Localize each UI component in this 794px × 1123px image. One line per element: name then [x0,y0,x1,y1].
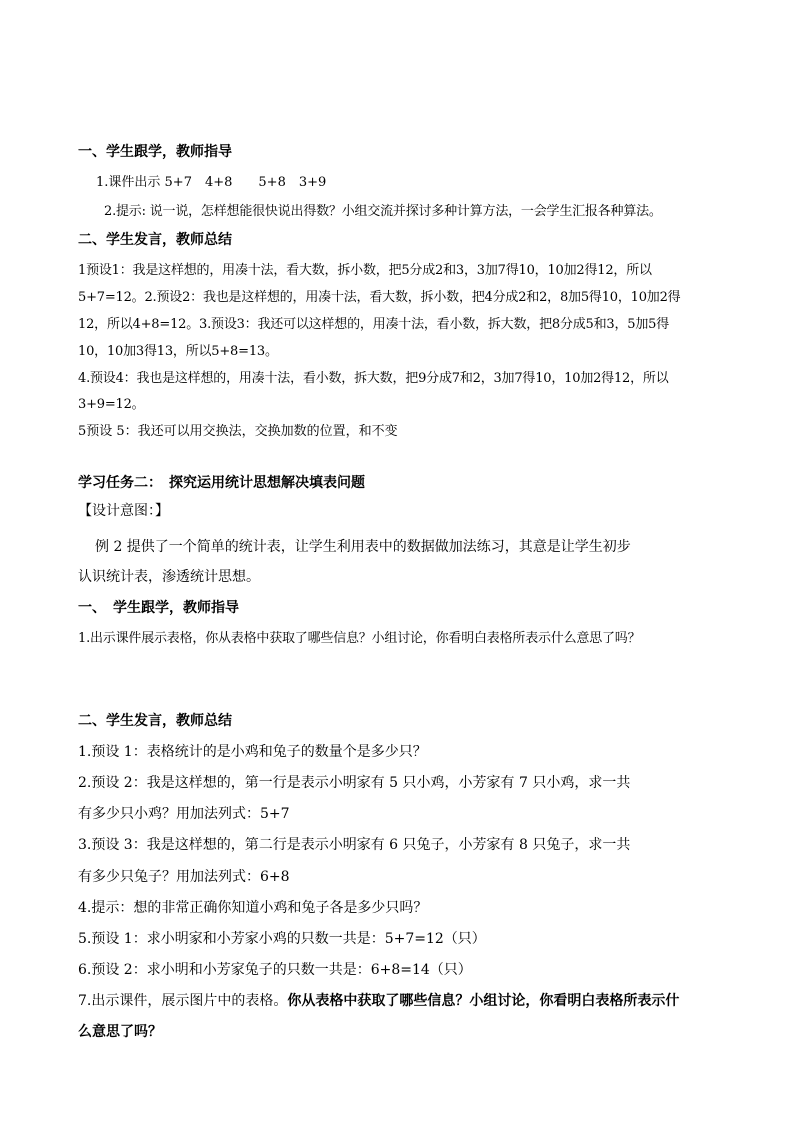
section2-line: 12，所以4+8=12。3.预设3：我还可以这样想的，用凑十法，看小数，拆大数，把8分成5和3，5加5得 [78,317,670,332]
section2-line: 5+7=12。2.预设2：我也是这样想的，用凑十法，看大数，拆小数，把4分成2和2，8加5得10，10加2得 [78,290,681,305]
section2-line: 10，10加3得13，所以5+8=13。 [78,344,278,359]
section4-line: 4.提示：想的非常正确你知道小鸡和兔子各是多少只吗？ [78,900,428,916]
section3-item1: 1.出示课件展示表格，你从表格中获取了哪些信息？小组讨论，你看明白表格所表示什么意思了吗？ [78,631,641,646]
task2-title: 学习任务二： 探究运用统计思想解决填表问题 [78,475,365,491]
section2-line: 5预设 5：我还可以用交换法，交换加数的位置，和不变 [78,424,398,439]
design-intent-label: 【设计意图：】 [78,503,169,519]
design-intent-line: 认识统计表，渗透统计思想。 [78,569,260,585]
section3-heading: 一、 学生跟学，教师指导 [78,600,239,616]
section4-line: 6.预设 2：求小明和小芳家兔子的只数一共是：6+8=14（只） [78,962,472,978]
section1-item1: 1.课件出示 5+7 4+8 5+8 3+9 [96,175,327,190]
section4-line: 1.预设 1：表格统计的是小鸡和兔子的数量个是多少只？ [78,744,427,760]
section4-line: 有多少只兔子？用加法列式：6+8 [78,869,290,885]
section4-line7-prefix: 7.出示课件，展示图片中的表格。 [78,993,288,1009]
section2-heading: 二、学生发言，教师总结 [78,232,232,248]
section4-line: 2.预设 2：我是这样想的，第一行是表示小明家有 5 只小鸡，小芳家有 7 只小鸡，求一共 [78,775,631,791]
section2-line: 4.预设4：我也是这样想的，用凑十法，看小数，拆大数，把9分成7和2，3加7得10，10加2得12，所以 [78,371,669,386]
section4-line8: 么意思了吗？ [78,1024,162,1040]
section4-line: 3.预设 3：我是这样想的，第二行是表示小明家有 6 只兔子，小芳家有 8 只兔子，求一共 [78,837,631,853]
section4-line7-bold: 你从表格中获取了哪些信息？小组讨论，你看明白表格所表示什 [287,993,680,1009]
section4-heading: 二、学生发言，教师总结 [78,713,232,729]
section2-line: 3+9=12。 [78,397,145,412]
section4-line7 [78,990,679,1010]
design-intent-line: 例 2 提供了一个简单的统计表，让学生利用表中的数据做加法练习，其意是让学生初步 [95,539,631,555]
section1-heading: 一、学生跟学，教师指导 [78,144,232,160]
section4-line: 有多少只小鸡？用加法列式：5+7 [78,806,290,822]
section2-line: 1预设1：我是这样想的，用凑十法，看大数，拆小数，把5分成2和3，3加7得10，10加2得12，所以 [78,263,652,278]
section1-item2: 2.提示: 说一说，怎样想能很快说出得数？小组交流并探讨多种计算方法，一会学生汇报各种算法。 [104,204,662,219]
section4-line: 5.预设 1：求小明家和小芳家小鸡的只数一共是：5+7=12（只） [78,931,486,947]
